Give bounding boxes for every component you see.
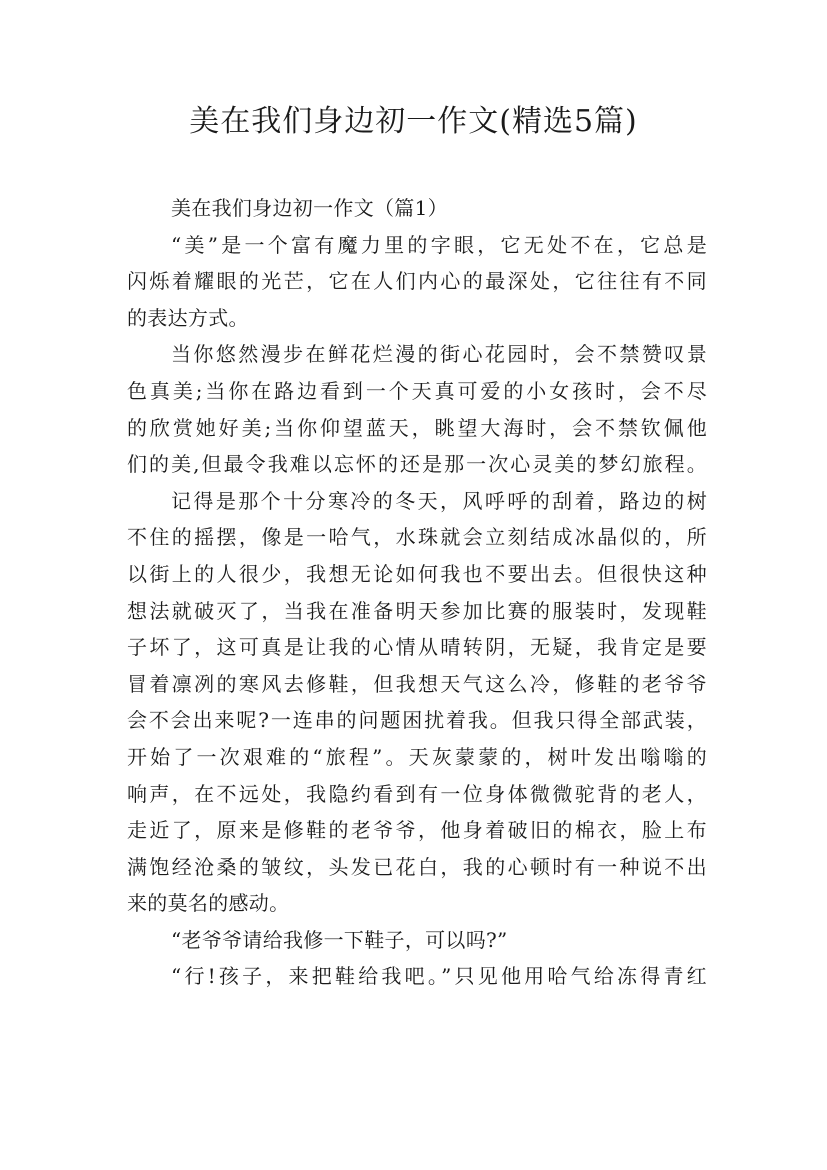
text-line: 当你悠然漫步在鲜花烂漫的街心花园时，会不禁赞叹景 xyxy=(171,342,707,367)
text-line: 色真美;当你在路边看到一个天真可爱的小女孩时，会不尽 xyxy=(127,378,707,403)
text-line: 的表达方式。 xyxy=(127,305,249,330)
text-line: 开始了一次艰难的“旅程”。天灰蒙蒙的，树叶发出嗡嗡的 xyxy=(127,744,707,769)
text-line: 想法就破灭了，当我在准备明天参加比赛的服装时，发现鞋 xyxy=(127,598,707,623)
text-line: “美”是一个富有魔力里的字眼，它无处不在，它总是 xyxy=(171,232,707,257)
text-line: 闪烁着耀眼的光芒，它在人们内心的最深处，它往往有不同 xyxy=(127,269,707,294)
document-body xyxy=(127,190,707,995)
text-line: 记得是那个十分寒冷的冬天，风呼呼的刮着，路边的树 xyxy=(171,488,707,513)
text-line: “行!孩子，来把鞋给我吧。”只见他用哈气给冻得青红 xyxy=(171,964,707,989)
text-line: 冒着凛冽的寒风去修鞋，但我想天气这么冷，修鞋的老爷爷 xyxy=(127,671,707,696)
text-line: 走近了，原来是修鞋的老爷爷，他身着破旧的棉衣，脸上布 xyxy=(127,818,707,843)
text-line: 以街上的人很少，我想无论如何我也不要出去。但很快这种 xyxy=(127,561,707,586)
document-title: 美在我们身边初一作文(精选5篇) xyxy=(189,104,638,139)
text-line: 们的美,但最令我难以忘怀的还是那一次心灵美的梦幻旅程。 xyxy=(127,452,707,477)
text-line: 不住的摇摆，像是一哈气，水珠就会立刻结成冰晶似的，所 xyxy=(127,525,707,550)
text-line: 满饱经沧桑的皱纹，头发已花白，我的心顿时有一种说不出 xyxy=(127,854,707,879)
text-line: 会不会出来呢?一连串的问题困扰着我。但我只得全部武装， xyxy=(127,708,707,733)
text-line: 响声，在不远处，我隐约看到有一位身体微微驼背的老人， xyxy=(127,781,707,806)
text-line: 的欣赏她好美;当你仰望蓝天，眺望大海时，会不禁钦佩他 xyxy=(127,415,707,440)
text-line: 来的莫名的感动。 xyxy=(127,891,290,916)
text-line: 美在我们身边初一作文（篇1） xyxy=(171,196,448,220)
text-line: “老爷爷请给我修一下鞋子，可以吗?” xyxy=(171,927,508,952)
text-line: 子坏了，这可真是让我的心情从晴转阴，无疑，我肯定是要 xyxy=(127,635,707,660)
